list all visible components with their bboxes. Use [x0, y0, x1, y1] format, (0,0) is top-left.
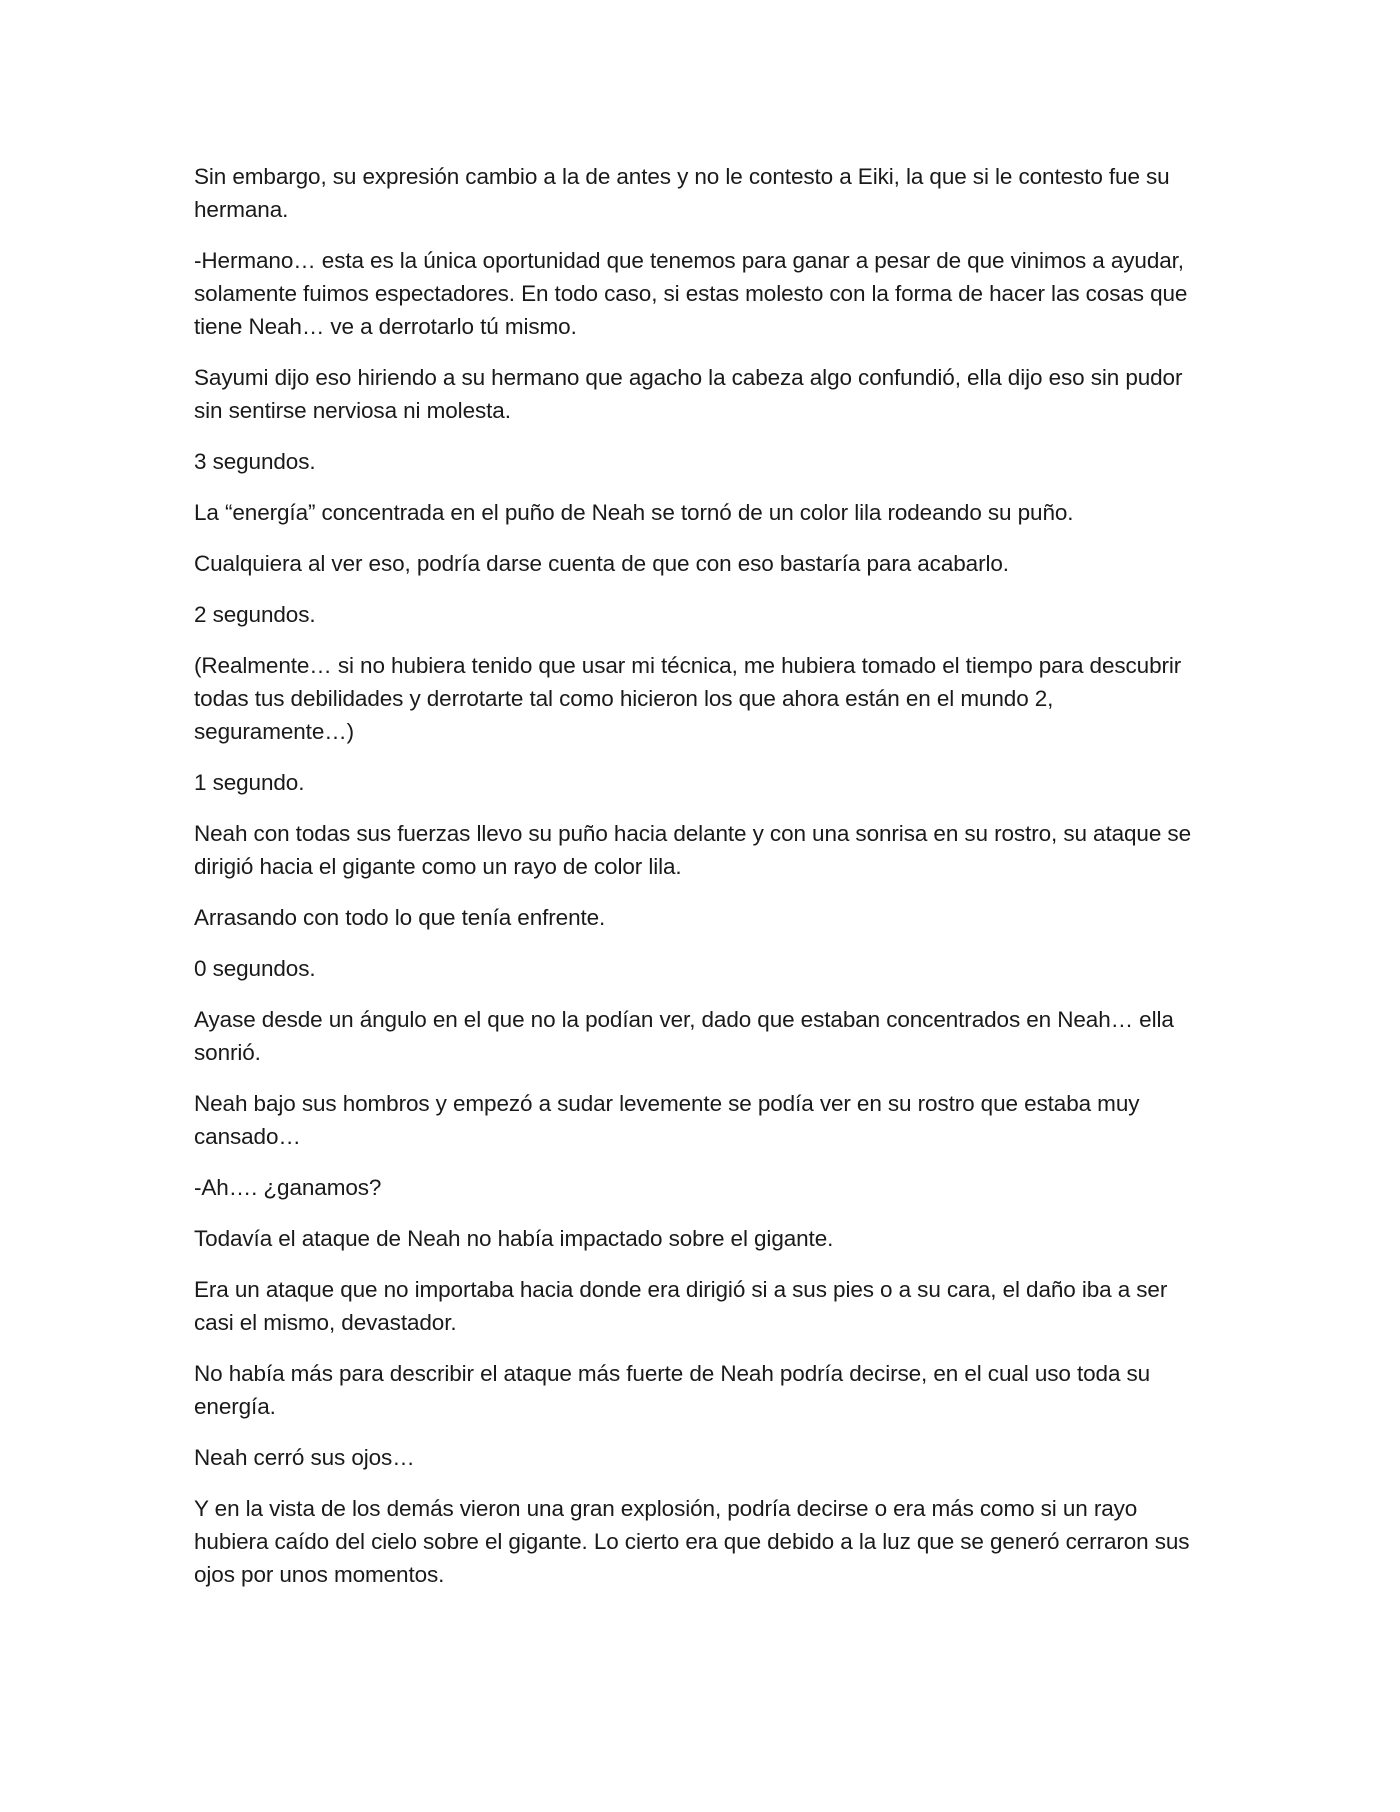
paragraph: No había más para describir el ataque más fuerte de Neah podría decirse, en el cual uso toda su energía.	[194, 1361, 1151, 1419]
paragraph: Sin embargo, su expresión cambio a la de antes y no le contesto a Eiki, la que si le contesto fue su hermana.	[194, 164, 1170, 222]
paragraph: Cualquiera al ver eso, podría darse cuenta de que con eso bastaría para acabarlo.	[194, 551, 1009, 576]
paragraph: Neah con todas sus fuerzas llevo su puño hacia delante y con una sonrisa en su rostro, su ataque se dirigió hacia el gigante como un rayo de color lila.	[194, 821, 1191, 879]
paragraph: Neah cerró sus ojos…	[194, 1445, 415, 1470]
paragraph: Ayase desde un ángulo en el que no la podían ver, dado que estaban concentrados en Neah… ella sonrió.	[194, 1007, 1174, 1065]
paragraph: 3 segundos.	[194, 449, 316, 474]
paragraph: 1 segundo.	[194, 770, 305, 795]
paragraph: 2 segundos.	[194, 602, 316, 627]
document-body	[194, 160, 1204, 1609]
paragraph: 0 segundos.	[194, 956, 316, 981]
paragraph: -Ah…. ¿ganamos?	[194, 1175, 382, 1200]
paragraph: (Realmente… si no hubiera tenido que usar mi técnica, me hubiera tomado el tiempo para descubrir todas tus debilidades y derrotarte tal como hicieron los que ahora están en el mundo 2, seguramente…)	[194, 653, 1182, 744]
paragraph: Era un ataque que no importaba hacia donde era dirigió si a sus pies o a su cara, el daño iba a ser casi el mismo, devastador.	[194, 1277, 1168, 1335]
paragraph: La “energía” concentrada en el puño de Neah se tornó de un color lila rodeando su puño.	[194, 500, 1074, 525]
paragraph: Arrasando con todo lo que tenía enfrente.	[194, 905, 606, 930]
paragraph: Y en la vista de los demás vieron una gran explosión, podría decirse o era más como si un rayo hubiera caído del cielo sobre el gigante. Lo cierto era que debido a la luz que se generó cerraron sus ojos por unos momentos.	[194, 1496, 1190, 1587]
paragraph: Neah bajo sus hombros y empezó a sudar levemente se podía ver en su rostro que estaba muy cansado…	[194, 1091, 1140, 1149]
paragraph: Todavía el ataque de Neah no había impactado sobre el gigante.	[194, 1226, 834, 1251]
paragraph: Sayumi dijo eso hiriendo a su hermano que agacho la cabeza algo confundió, ella dijo eso sin pudor sin sentirse nerviosa ni molesta.	[194, 365, 1183, 423]
paragraph: -Hermano… esta es la única oportunidad que tenemos para ganar a pesar de que vinimos a ayudar, solamente fuimos espectadores. En todo caso, si estas molesto con la forma de hacer las cosas que tiene Neah… ve a derrotarlo tú mismo.	[194, 248, 1188, 339]
